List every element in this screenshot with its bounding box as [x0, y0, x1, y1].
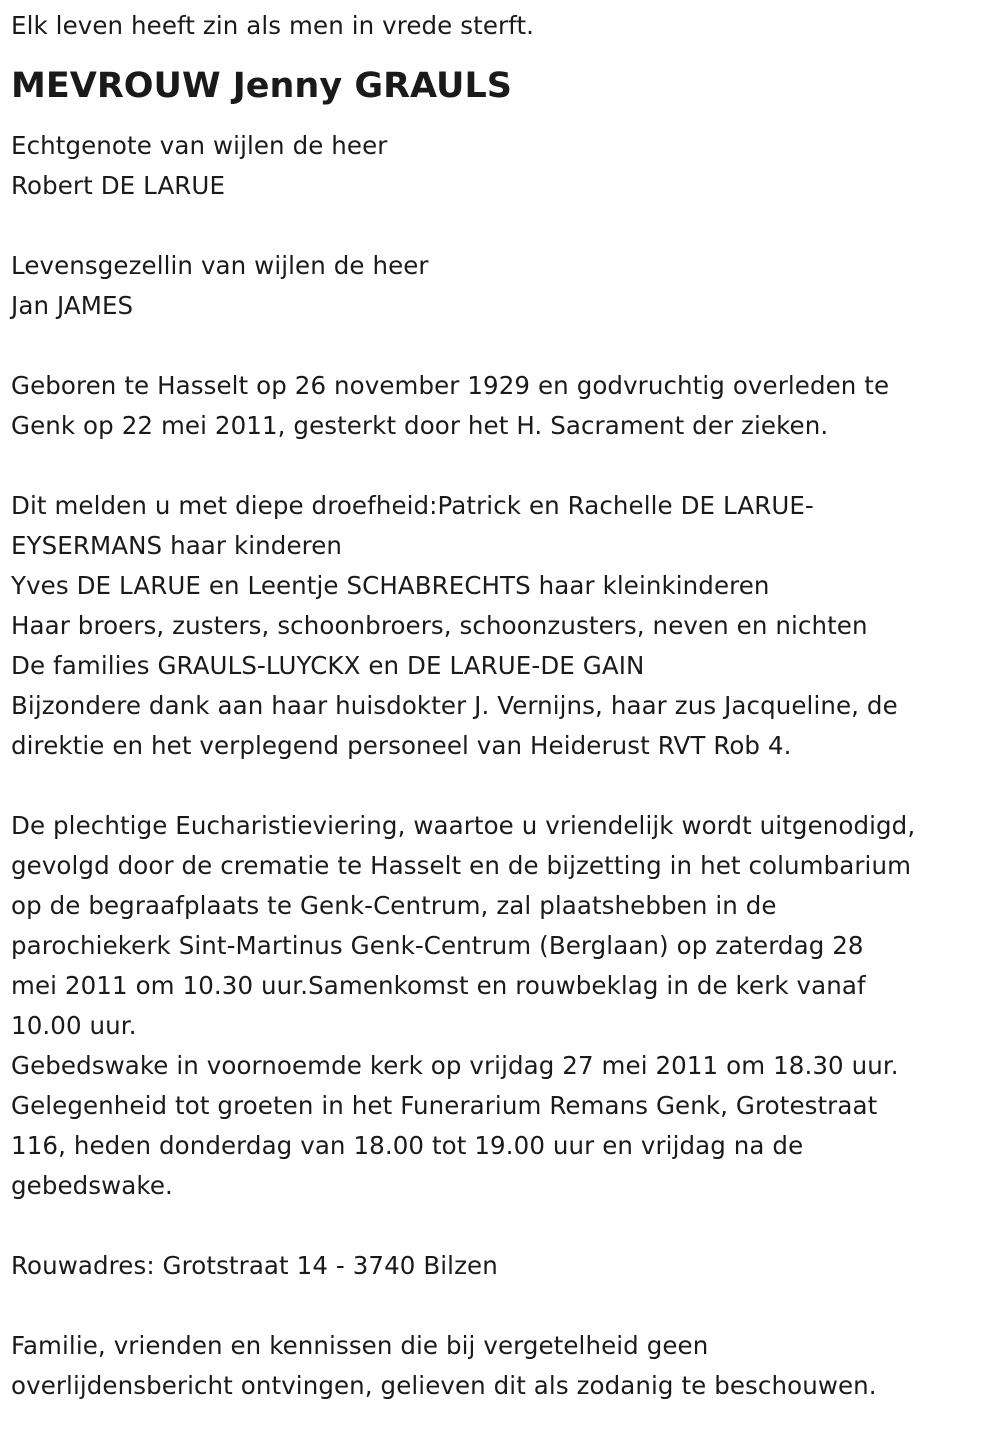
obituary-document [11, 6, 991, 1406]
closing-section [11, 1326, 991, 1406]
announcement-line: EYSERMANS haar kinderen [11, 531, 343, 560]
birth-death-section [11, 366, 991, 446]
announcement-line: Bijzondere dank aan haar huisdokter J. Vernijns, haar zus Jacqueline, de [11, 691, 898, 720]
birth-death-line-1: Geboren te Hasselt op 26 november 1929 en godvruchtig overleden te [11, 371, 890, 400]
ceremony-line: parochiekerk Sint-Martinus Genk-Centrum (Berglaan) op zaterdag 28 [11, 931, 864, 960]
ceremony-line: mei 2011 om 10.30 uur.Samenkomst en rouwbeklag in de kerk vanaf [11, 971, 866, 1000]
spouse-line-1: Echtgenote van wijlen de heer [11, 131, 388, 160]
announcement-section [11, 486, 991, 766]
closing-line-1: Familie, vrienden en kennissen die bij vergetelheid geen [11, 1331, 709, 1360]
ceremony-line: Gelegenheid tot groeten in het Funerarium Remans Genk, Grotestraat [11, 1091, 878, 1120]
ceremony-section [11, 806, 991, 1206]
ceremony-line: gebedswake. [11, 1171, 173, 1200]
spouse-section [11, 126, 991, 206]
ceremony-line: 10.00 uur. [11, 1011, 137, 1040]
ceremony-line: op de begraafplaats te Genk-Centrum, zal plaatshebben in de [11, 891, 777, 920]
announcement-line: direktie en het verplegend personeel van Heiderust RVT Rob 4. [11, 731, 792, 760]
spacer [11, 1286, 991, 1326]
deceased-name-title: MEVROUW Jenny GRAULS [11, 66, 512, 106]
spacer [11, 206, 991, 246]
ceremony-line: De plechtige Eucharistieviering, waartoe u vriendelijk wordt uitgenodigd, [11, 811, 916, 840]
spacer [11, 326, 991, 366]
spacer [11, 446, 991, 486]
partner-section [11, 246, 991, 326]
announcement-line: Dit melden u met diepe droefheid:Patrick en Rachelle DE LARUE- [11, 491, 814, 520]
motto: Elk leven heeft zin als men in vrede sterft. [11, 11, 535, 40]
partner-line-1: Levensgezellin van wijlen de heer [11, 251, 429, 280]
spouse-line-2: Robert DE LARUE [11, 171, 226, 200]
announcement-line: De families GRAULS-LUYCKX en DE LARUE-DE GAIN [11, 651, 645, 680]
announcement-line: Haar broers, zusters, schoonbroers, schoonzusters, neven en nichten [11, 611, 868, 640]
spacer [11, 1206, 991, 1246]
ceremony-line: Gebedswake in voornoemde kerk op vrijdag 27 mei 2011 om 18.30 uur. [11, 1051, 899, 1080]
ceremony-line: gevolgd door de crematie te Hasselt en de bijzetting in het columbarium [11, 851, 912, 880]
mourning-address: Rouwadres: Grotstraat 14 - 3740 Bilzen [11, 1251, 498, 1280]
partner-line-2: Jan JAMES [11, 291, 134, 320]
announcement-line: Yves DE LARUE en Leentje SCHABRECHTS haar kleinkinderen [11, 571, 770, 600]
closing-line-2: overlijdensbericht ontvingen, gelieven dit als zodanig te beschouwen. [11, 1371, 877, 1400]
birth-death-line-2: Genk op 22 mei 2011, gesterkt door het H. Sacrament der zieken. [11, 411, 829, 440]
ceremony-line: 116, heden donderdag van 18.00 tot 19.00 uur en vrijdag na de [11, 1131, 804, 1160]
spacer [11, 766, 991, 806]
